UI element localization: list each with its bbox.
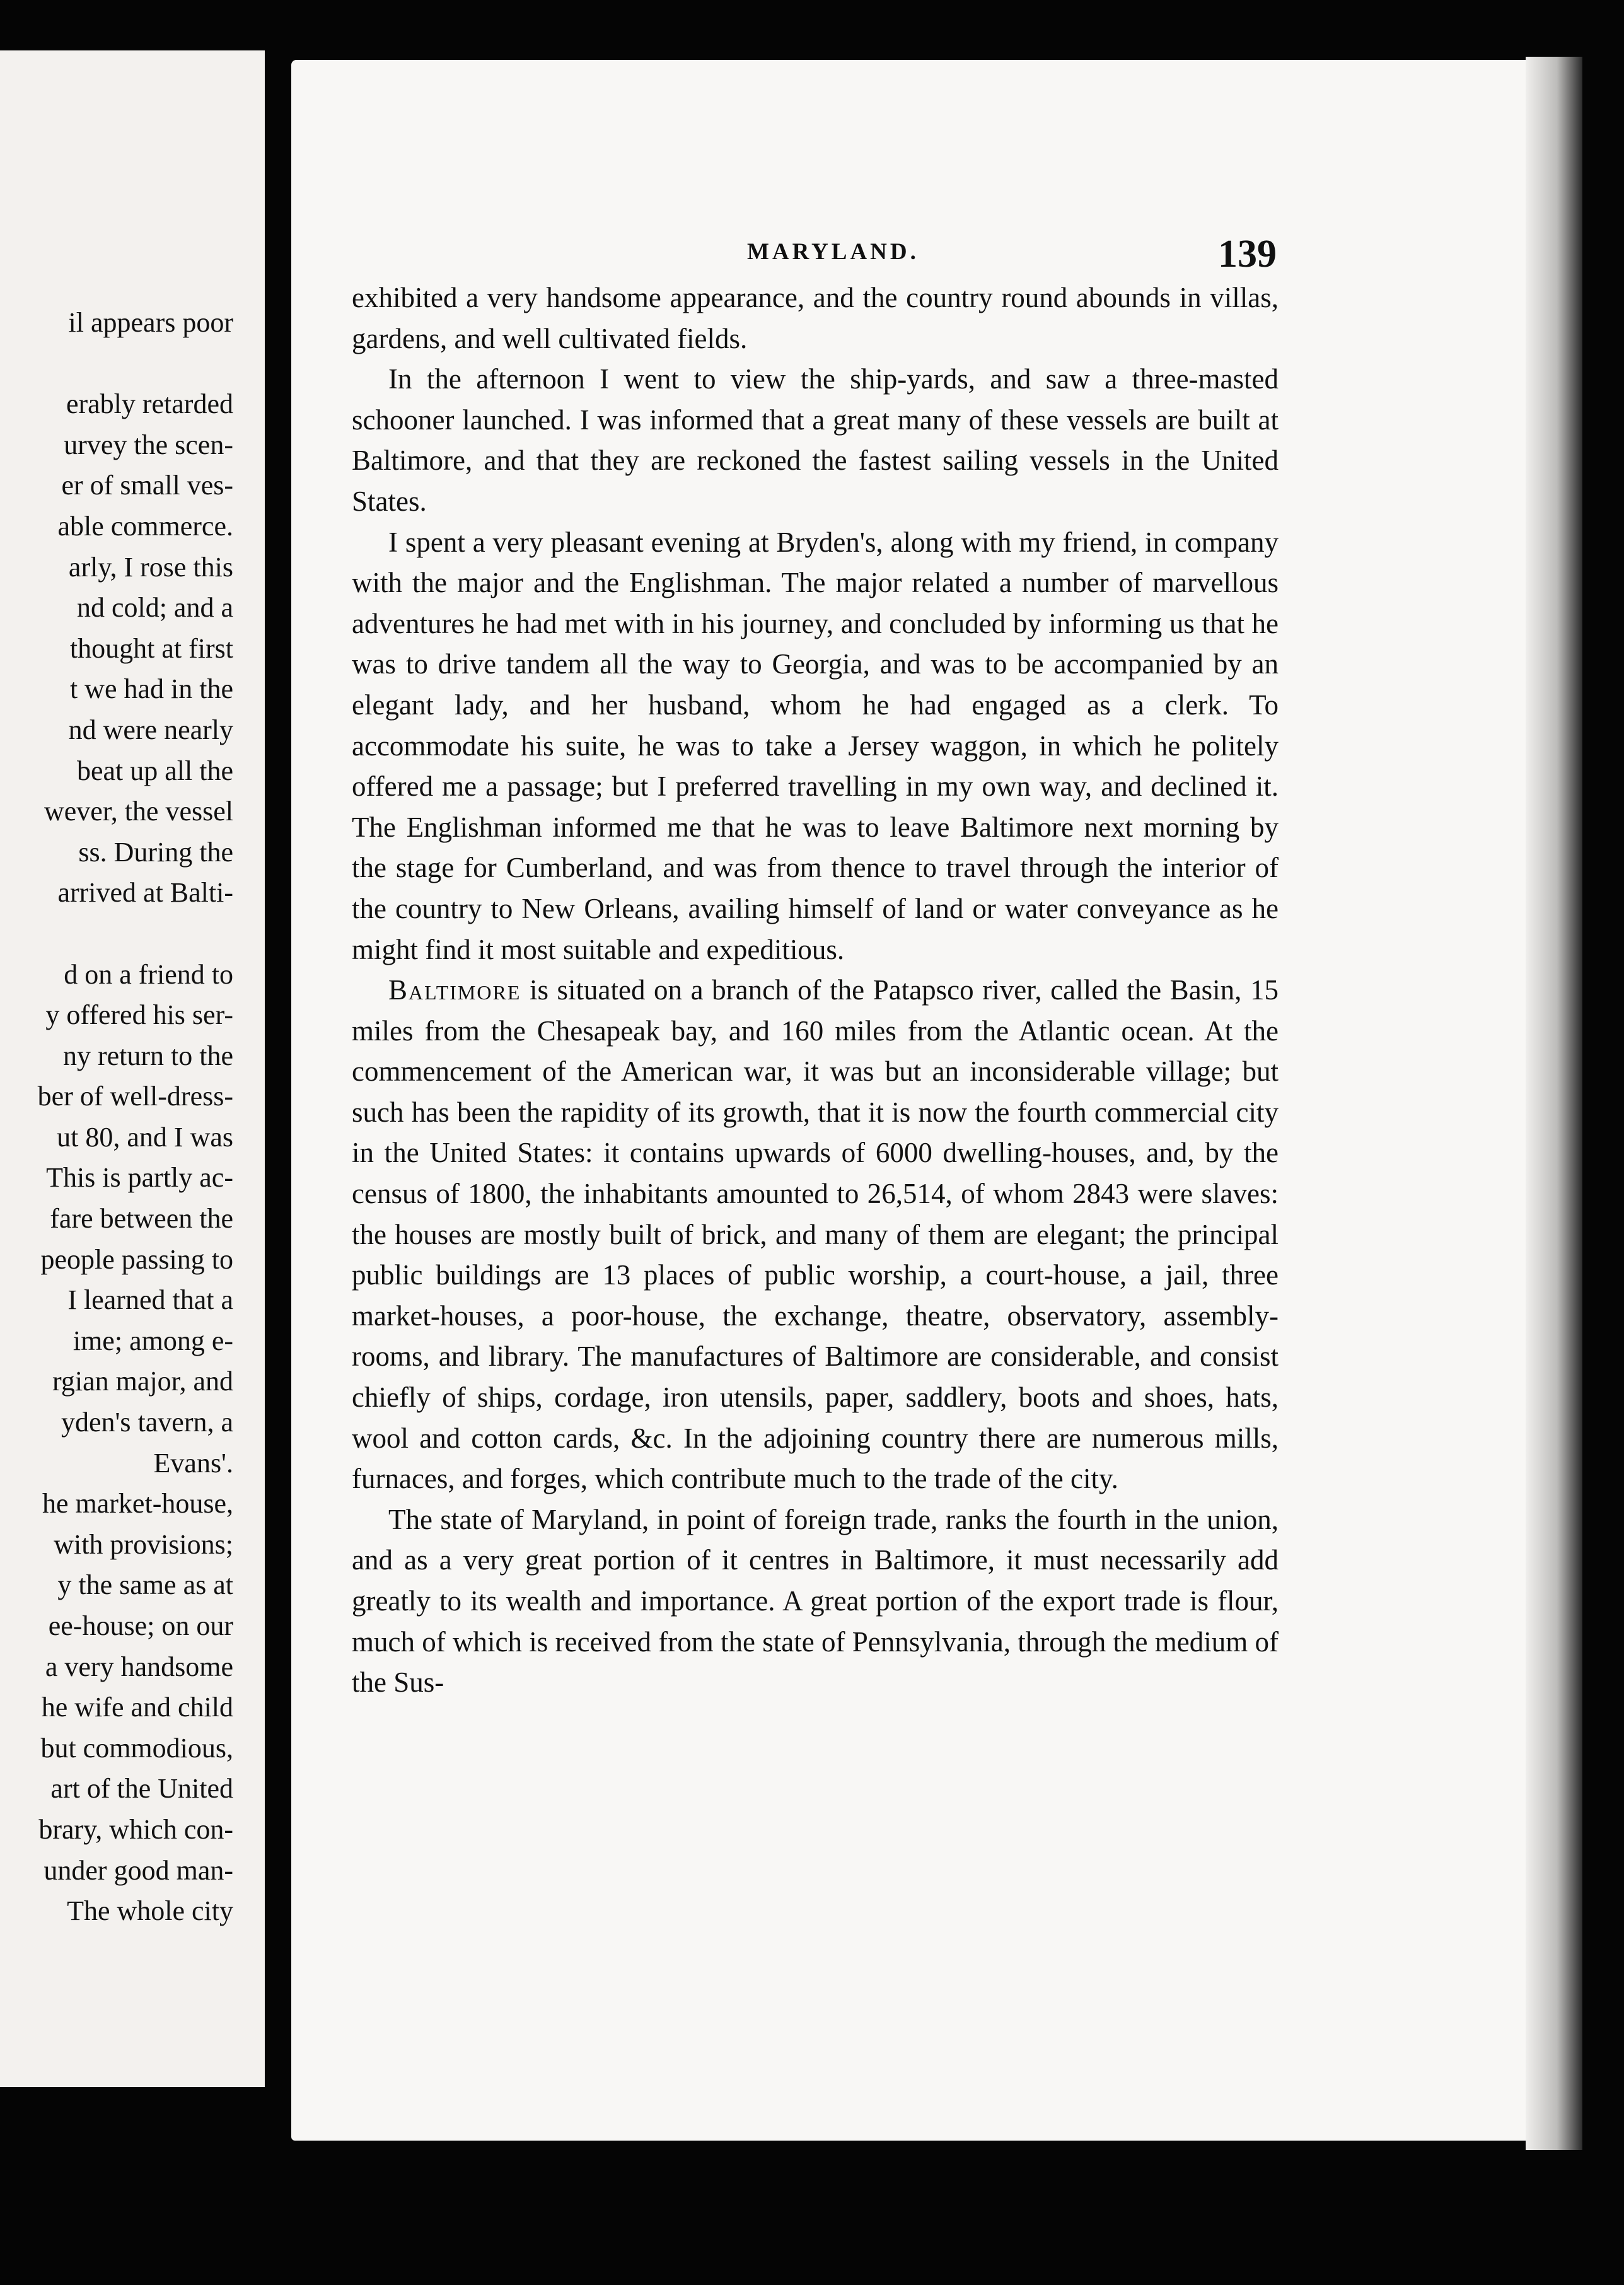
book-gutter-shadow xyxy=(1526,57,1582,2150)
left-page-line: with provisions; xyxy=(54,1528,233,1560)
left-page-line: y the same as at xyxy=(57,1569,233,1601)
left-page-line: able commerce. xyxy=(57,510,233,542)
left-page-line: art of the United xyxy=(50,1773,233,1805)
paragraph-4 xyxy=(352,970,1279,1499)
left-page-line: nd were nearly xyxy=(68,714,233,745)
left-page-line: d on a friend to xyxy=(64,958,233,990)
left-page-line: arrived at Balti- xyxy=(57,877,233,909)
paragraph-4-text: is situated on a branch of the Patapsco river, called the Basin, 15 miles from the Chesapeak bay, and 160 miles from the Atlantic ocean. At the commencement of the American war, it was but an inconsiderable village; but such has been the rapidity of its growth, that it is now the fourth commercial city in the United States: it contains upwards of 6000 dwelling-houses, and, by the census of 1800, the inhabitants amounted to 26,514, of whom 2843 were slaves: the houses are mostly built of brick, and many of them are elegant; the principal public buildings are 13 places of public worship, a court-house, a jail, three market-houses, a poor-house, the exchange, theatre, observatory, assembly-rooms, and library. The manufactures of Baltimore are considerable, and consist chiefly of ships, cordage, iron utensils, paper, saddlery, boots and shoes, hats, wool and cotton cards, &c. In the adjoining country there are numerous mills, furnaces, and forges, which contribute much to the trade of the city. xyxy=(352,974,1279,1495)
left-page-line: t we had in the xyxy=(69,673,233,705)
left-page-line: under good man- xyxy=(44,1854,233,1886)
left-page-line: The whole city xyxy=(67,1895,233,1927)
left-page xyxy=(0,50,265,2087)
left-page-line: nd cold; and a xyxy=(76,592,233,624)
left-page-line: he wife and child xyxy=(41,1692,233,1723)
page-header xyxy=(747,232,1289,282)
left-page-line: people passing to xyxy=(40,1243,233,1275)
left-page-line: ny return to the xyxy=(62,1040,233,1071)
left-page-line: yden's tavern, a xyxy=(61,1407,233,1438)
left-page-line: beat up all the xyxy=(76,755,233,786)
left-page-line: brary, which con- xyxy=(38,1813,233,1845)
left-page-line: arly, I rose this xyxy=(68,551,233,583)
left-page-line xyxy=(0,914,233,955)
left-page-line: but commodious, xyxy=(40,1732,233,1764)
left-page-line: ss. During the xyxy=(78,836,233,868)
running-head: MARYLAND. xyxy=(747,239,919,265)
left-page-line: rgian major, and xyxy=(52,1366,233,1397)
left-page-line: wever, the vessel xyxy=(44,796,233,827)
page-body xyxy=(352,277,1279,1703)
paragraph-4-lead: Baltimore xyxy=(388,974,521,1006)
paragraph-5: The state of Maryland, in point of foreign trade, ranks the fourth in the union, and as a very great portion of it centres in Baltimore, it must necessarily add greatly to its wealth and importance. A great portion of the export trade is flour, much of which is received from the state of Pennsylvania, through the medium of the Sus- xyxy=(352,1503,1279,1699)
left-page-line: he market-house, xyxy=(42,1488,233,1520)
left-page-line xyxy=(0,344,233,385)
left-page-text xyxy=(0,303,233,1932)
left-page-line: erably retarded xyxy=(66,388,233,420)
left-page-line: fare between the xyxy=(50,1203,233,1235)
left-page-line: ime; among e- xyxy=(72,1325,233,1356)
left-page-line: urvey the scen- xyxy=(64,429,233,460)
paragraph-3: I spent a very pleasant evening at Bryden's, along with my friend, in company with the major and the Englishman. The major related a number of marvellous adventures he had met with in his journey, and concluded by informing us that he was to drive tandem all the way to Georgia, and was to be accompanied by an elegant lady, and her husband, whom he had engaged as a clerk. To accommodate his suite, he was to take a Jersey waggon, in which he politely offered me a passage; but I preferred travelling in my own way, and declined it. The Englishman informed me that he was to leave Baltimore next morning by the stage for Cumberland, and was from thence to travel through the interior of the country to New Orleans, availing himself of land or water conveyance as he might find it most suitable and expeditious. xyxy=(352,526,1279,965)
left-page-line: y offered his ser- xyxy=(45,999,233,1031)
left-page-line: ber of well-dress- xyxy=(37,1081,233,1112)
left-page-line: er of small ves- xyxy=(61,470,233,501)
left-page-line: a very handsome xyxy=(45,1651,233,1682)
paragraph-1: exhibited a very handsome appearance, and the country round abounds in villas, gardens, and well cultivated fields. xyxy=(352,282,1279,354)
page-number: 139 xyxy=(1218,233,1277,276)
left-page-line: ee-house; on our xyxy=(48,1610,233,1641)
left-page-line: ut 80, and I was xyxy=(57,1121,233,1153)
left-page-line: il appears poor xyxy=(68,307,233,338)
left-page-line: I learned that a xyxy=(67,1284,233,1316)
paragraph-2: In the afternoon I went to view the ship-yards, and saw a three-masted schooner launched. I was informed that a great many of these vessels are built at Baltimore, and that they are reckoned the fastest sailing vessels in the United States. xyxy=(352,363,1279,517)
left-page-line: thought at first xyxy=(69,632,233,664)
left-page-line: Evans'. xyxy=(153,1447,233,1479)
left-page-line: This is partly ac- xyxy=(46,1162,233,1194)
